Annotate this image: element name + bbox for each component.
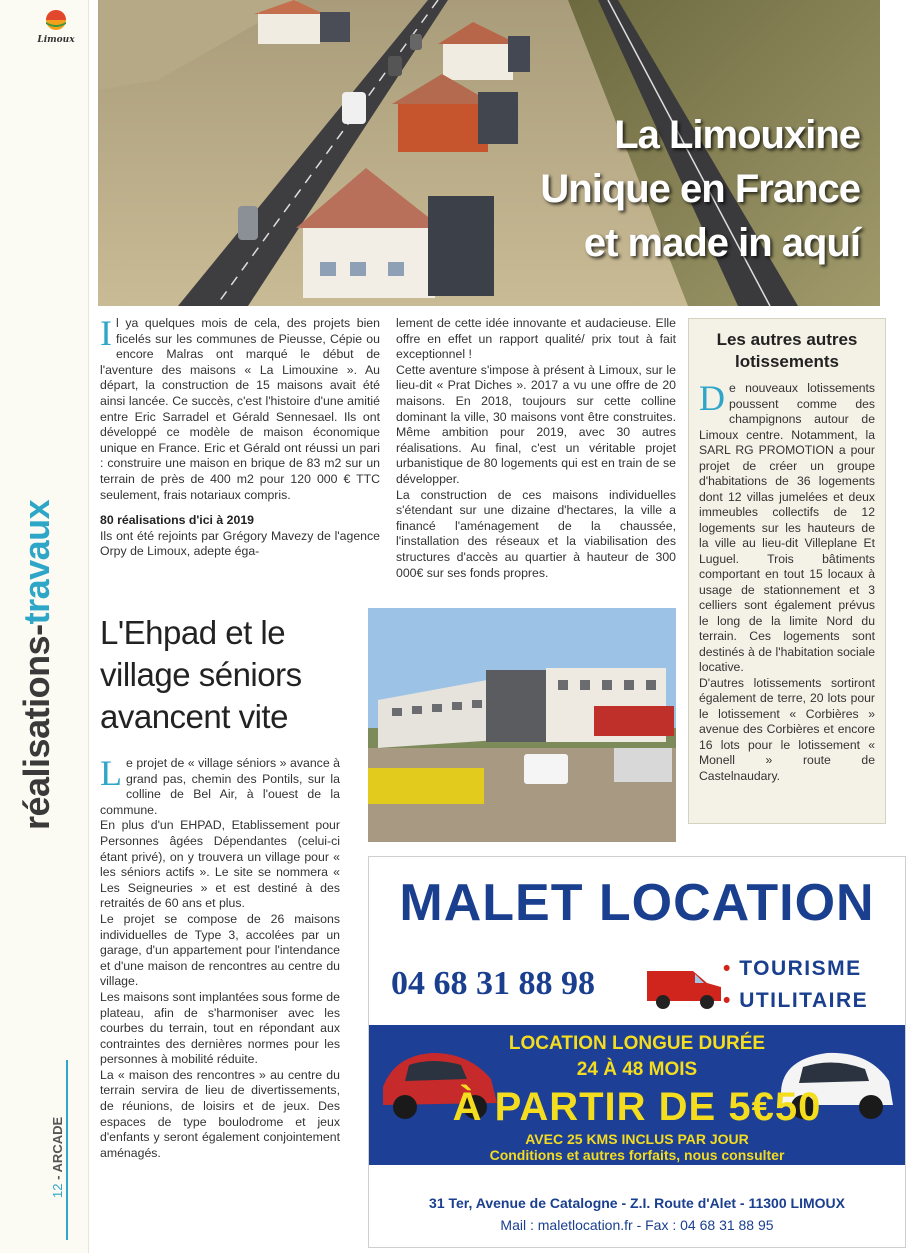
limoux-logo [34,6,78,46]
malet-location-ad [368,856,906,1248]
page-number: 12 [50,1183,65,1198]
red-van-icon [641,957,725,1011]
ad-brand: MALET LOCATION [399,874,875,932]
dropcap: I [100,313,112,353]
ehpad-construction-photo [368,608,676,842]
article1-column2 [396,316,676,581]
ad-address: 31 Ter, Avenue de Catalogne - Z.I. Route d'Alet - 11300 LIMOUX [429,1195,845,1211]
article2-paragraph: En plus d'un EHPAD, Etablissement pour Personnes âgées Dépendantes (celui-ci étant privé), on y trouvera un village pour « les séniors actifs ». Le site se nommera « Les Seigneuries » et est destiné à des retraités de 60 ans et plus. [100,818,340,911]
page-footer: 12 - ARCADE [50,1116,65,1198]
article2-paragraph: La « maison des rencontres » au centre du terrain servira de lieu de divertissements, de réunions, de loisirs et de jeux. Des espaces de type boulodrome et jeux d'enfants y seront également conjointement aménagés. [100,1067,340,1160]
article2-body [100,753,340,1161]
article1-column1 [100,313,380,560]
section-title [16,500,58,830]
page-rule [66,1060,68,1240]
section-title-part1: réalisations- [16,624,57,830]
hero-line-3: et made in aquí [583,221,860,265]
ad-tag-label: UTILITAIRE [739,989,869,1012]
ad-band-line1: LOCATION LONGUE DURÉE [508,1033,766,1054]
article1-subheading: 80 réalisations d'ici à 2019 [100,513,254,528]
hero-line-2: Unique en France [540,167,860,211]
ad-phone: 04 68 31 88 98 [391,965,595,1002]
article2-paragraph: Les maisons sont implantées sous forme de plateau, afin de s'harmoniser avec les courbes du terrain, tout en répondant aux contraintes des dernières normes pour les personnes à mobilité réduite. [100,989,340,1067]
ad-tag-tourisme: • TOURISME [723,957,862,980]
sidebar-paragraph: D'autres lotissements sortiront également de terre, 20 lots pour le lotissement « Corbières » avenue des Corbières et encore 16 lots pour le lotissement « Monell » route de Castelnaudary. [699,675,875,783]
logo-text: Limoux [37,35,75,45]
ad-offer-band [369,1025,905,1165]
magazine-name: ARCADE [50,1116,65,1173]
hero-photo [98,0,880,306]
sidebar-body [689,378,885,784]
ad-band-price: À PARTIR DE 5€50 [452,1085,822,1129]
sidebar-box [688,318,886,824]
hero-line-1: La Limouxine [614,113,860,157]
hero-headline [540,108,860,270]
construction-photo [368,608,676,842]
ad-band-line4: AVEC 25 KMS INCLUS PAR JOUR [525,1131,749,1147]
ad-band-line5: Conditions et autres forfaits, nous consulter [489,1147,785,1163]
article2-paragraph: e projet de « village séniors » avance à grand pas, chemin des Pontils, sur la colline de Bel Air, à l'ouest de la commune. [100,756,340,817]
article2-title: L'Ehpad et le village séniors avancent vite [100,614,302,735]
article1-paragraph: La construction de ces maisons individuelles s'étendant sur une dizaine d'hectares, la ville a financé l'aménagement de la chaussée, l'installation des réseaux et la viabilisation des structures d'accès au quartier à hauteur de 300 000€ sur ses fonds propres. [396,487,676,580]
ad-band-line2: 24 À 48 MOIS [576,1059,698,1080]
article1-paragraph: Ils ont été rejoints par Grégory Mavezy de l'agence Orpy de Limoux, adepte éga- [100,528,380,559]
article1-paragraph: Cette aventure s'impose à présent à Limoux, sur le lieu-dit « Prat Diches ». 2017 a vu une offre de 20 maisons. En 2018, toujours sur cette colline dominant la ville, 30 maisons vont être construites. Même ambition pour 2019, avec 30 autres réalisations. Au final, c'est un véritable projet urbanistique de 80 logements qui est en train de se développer. [396,362,676,486]
ad-contact: Mail : maletlocation.fr - Fax : 04 68 31 88 95 [500,1217,774,1233]
dropcap: L [100,753,122,793]
dropcap: D [699,378,725,418]
sidebar-title: Les autres autres lotissements [716,330,858,371]
article2-paragraph: Le projet se compose de 26 maisons individuelles de Type 3, accolées par un garage, d'un appartement pour l'intendance et d'une maison de rencontres au centre du village. [100,911,340,989]
article1-paragraph: lement de cette idée innovante et audacieuse. Elle offre en effet un rapport qualité/ prix tout à fait exceptionnel ! [396,316,676,362]
limoux-sun-logo-icon [34,6,78,46]
ad-tag-label: TOURISME [739,957,862,980]
section-title-part2: travaux [16,499,57,625]
article1-paragraph: l ya quelques mois de cela, des projets bien ficelés sur les communes de Pieusse, Cépie ou encore Malras ont marqué le début de l'aventure des maisons « La Limouxine ». Au départ, la construction de 15 maisons avait été ainsi lancée. Ce succès, c'est l'histoire d'une amitié entre Eric Sarradel et Gérald Sennesael. Ils ont développé ce modèle de maison économique unique en France. Eric et Gérald ont réussi un pari : construire une maison en brique de 83 m2 sur un terrain de près de 400 m2 pour 120 000 € TTC seulement, frais notariaux compris. [100,316,380,502]
sidebar-paragraph: e nouveaux lotissements poussent comme des champignons autour de Limoux centre. Notamment, la SARL RG PROMOTION a pour projet de créer un groupe d'habitations de 36 logements dont 12 villas jumelées et deux immeubles collectifs de 12 logements sur les hauteurs de la ville au lieu-dit Villeplane Et Luguel. Trois bâtiments comportant en tout 15 locaux à usage de stationnement et 3 celliers sont également prévus le long de la limite Nord du terrain. Ces logements sont destinés à de l'habitation sociale locative. [699,381,875,674]
ad-tag-utilitaire: • UTILITAIRE [723,989,869,1012]
